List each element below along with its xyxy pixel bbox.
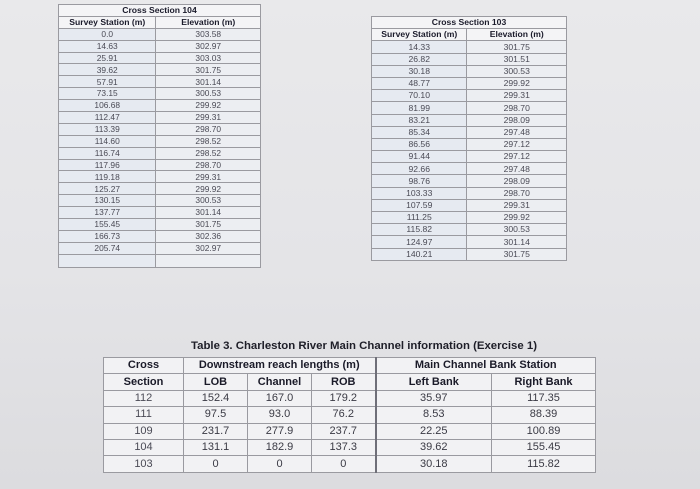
elevation-cell: 301.51	[467, 53, 567, 65]
elevation-cell: 303.03	[156, 52, 261, 64]
table-row	[372, 102, 567, 114]
elevation-cell: 298.52	[156, 135, 261, 147]
left-bank-cell: 35.97	[376, 390, 492, 406]
table3-caption: Table 3. Charleston River Main Channel information (Exercise 1)	[191, 340, 538, 352]
elevation-cell: 300.53	[467, 224, 567, 236]
table3-header-row-2	[104, 374, 596, 390]
cross-header: Cross	[104, 358, 184, 374]
table-row	[59, 171, 261, 183]
survey-station-cell: 30.18	[372, 65, 467, 77]
lob-cell: 152.4	[184, 390, 248, 406]
rob-cell: 137.3	[312, 439, 376, 455]
lob-header: LOB	[184, 374, 248, 390]
survey-station-cell: 92.66	[372, 163, 467, 175]
table3-header-row-1	[104, 358, 596, 374]
survey-station-cell: 116.74	[59, 147, 156, 159]
section-cell: 103	[104, 456, 184, 472]
section-cell: 112	[104, 390, 184, 406]
elevation-cell: 300.53	[156, 88, 261, 100]
elevation-cell: 302.97	[156, 242, 261, 254]
table-row	[59, 183, 261, 195]
table-row	[372, 65, 567, 77]
survey-station-header: Survey Station (m)	[59, 16, 156, 28]
survey-station-cell: 124.97	[372, 236, 467, 248]
elevation-cell: 298.70	[467, 187, 567, 199]
table-row	[59, 88, 261, 100]
lob-cell: 97.5	[184, 407, 248, 423]
survey-station-cell: 125.27	[59, 183, 156, 195]
left-bank-header: Left Bank	[376, 374, 492, 390]
elevation-cell: 301.75	[467, 41, 567, 53]
right-bank-cell: 100.89	[492, 423, 596, 439]
elevation-cell: 303.58	[156, 28, 261, 40]
table-row	[59, 76, 261, 88]
survey-station-cell: 155.45	[59, 219, 156, 231]
survey-station-cell: 91.44	[372, 151, 467, 163]
table-row	[372, 151, 567, 163]
survey-station-cell: 115.82	[372, 224, 467, 236]
table-row	[372, 248, 567, 260]
survey-station-cell: 106.68	[59, 100, 156, 112]
table-row	[59, 230, 261, 242]
elevation-cell: 301.14	[467, 236, 567, 248]
right-bank-cell: 117.35	[492, 390, 596, 406]
survey-station-cell: 137.77	[59, 207, 156, 219]
cross-section-104-title: Cross Section 104	[59, 5, 261, 17]
survey-station-cell: 57.91	[59, 76, 156, 88]
table-row	[59, 147, 261, 159]
rob-cell: 76.2	[312, 407, 376, 423]
cross-section-103-title: Cross Section 103	[372, 17, 567, 29]
elevation-cell: 297.12	[467, 138, 567, 150]
survey-station-cell: 48.77	[372, 77, 467, 89]
elevation-cell: 297.48	[467, 163, 567, 175]
table-row	[372, 41, 567, 53]
survey-station-cell: 73.15	[59, 88, 156, 100]
elevation-cell: 301.75	[156, 64, 261, 76]
survey-station-cell: 14.63	[59, 40, 156, 52]
survey-station-cell: 98.76	[372, 175, 467, 187]
elevation-cell: 297.12	[467, 151, 567, 163]
table-row	[372, 126, 567, 138]
table-row	[59, 112, 261, 124]
lob-cell: 131.1	[184, 439, 248, 455]
table-row	[372, 187, 567, 199]
elevation-cell: 302.36	[156, 230, 261, 242]
table-row	[59, 64, 261, 76]
elevation-cell: 298.09	[467, 175, 567, 187]
channel-cell: 277.9	[248, 423, 312, 439]
left-bank-cell: 30.18	[376, 456, 492, 472]
blank-row	[59, 254, 261, 267]
rob-header: ROB	[312, 374, 376, 390]
elevation-cell: 300.53	[156, 195, 261, 207]
table-row	[104, 456, 596, 472]
rob-cell: 179.2	[312, 390, 376, 406]
survey-station-cell: 117.96	[59, 159, 156, 171]
survey-station-cell: 39.62	[59, 64, 156, 76]
survey-station-cell: 112.47	[59, 112, 156, 124]
empty-cell	[59, 254, 156, 267]
survey-station-cell: 166.73	[59, 230, 156, 242]
table-row	[372, 114, 567, 126]
table-row	[372, 224, 567, 236]
survey-station-cell: 103.33	[372, 187, 467, 199]
elevation-header: Elevation (m)	[467, 29, 567, 41]
left-bank-cell: 39.62	[376, 439, 492, 455]
table-row	[59, 219, 261, 231]
table-row	[104, 407, 596, 423]
survey-station-cell: 81.99	[372, 102, 467, 114]
survey-station-cell: 130.15	[59, 195, 156, 207]
elevation-header: Elevation (m)	[156, 16, 261, 28]
table-row	[104, 390, 596, 406]
table-row	[372, 90, 567, 102]
table-row	[59, 52, 261, 64]
table-row	[372, 77, 567, 89]
lob-cell: 0	[184, 456, 248, 472]
table-row	[59, 100, 261, 112]
elevation-cell: 298.70	[156, 159, 261, 171]
elevation-cell: 298.70	[467, 102, 567, 114]
table-row	[104, 423, 596, 439]
elevation-cell: 302.97	[156, 40, 261, 52]
elevation-cell: 299.92	[467, 77, 567, 89]
channel-cell: 182.9	[248, 439, 312, 455]
elevation-cell: 299.31	[467, 90, 567, 102]
elevation-cell: 298.70	[156, 123, 261, 135]
channel-header: Channel	[248, 374, 312, 390]
lob-cell: 231.7	[184, 423, 248, 439]
table-row	[372, 212, 567, 224]
table-row	[59, 123, 261, 135]
table-row	[59, 242, 261, 254]
table3	[103, 357, 596, 473]
right-bank-header: Right Bank	[492, 374, 596, 390]
elevation-cell: 298.52	[156, 147, 261, 159]
channel-cell: 167.0	[248, 390, 312, 406]
table-row	[372, 53, 567, 65]
table-row	[59, 40, 261, 52]
table-row	[59, 159, 261, 171]
bank-station-header: Main Channel Bank Station	[376, 358, 596, 374]
elevation-cell: 299.92	[156, 183, 261, 195]
elevation-cell: 301.14	[156, 76, 261, 88]
survey-station-cell: 25.91	[59, 52, 156, 64]
left-bank-cell: 8.53	[376, 407, 492, 423]
right-bank-cell: 155.45	[492, 439, 596, 455]
table-row	[372, 236, 567, 248]
section-header: Section	[104, 374, 184, 390]
cross-section-104-table	[58, 4, 261, 268]
elevation-cell: 301.75	[467, 248, 567, 260]
elevation-cell: 299.31	[156, 112, 261, 124]
cross-section-103-table	[371, 16, 567, 261]
survey-station-cell: 140.21	[372, 248, 467, 260]
survey-station-cell: 107.59	[372, 199, 467, 211]
elevation-cell: 299.31	[156, 171, 261, 183]
rob-cell: 0	[312, 456, 376, 472]
elevation-cell: 299.92	[156, 100, 261, 112]
elevation-cell: 297.48	[467, 126, 567, 138]
survey-station-cell: 0.0	[59, 28, 156, 40]
survey-station-cell: 119.18	[59, 171, 156, 183]
section-cell: 111	[104, 407, 184, 423]
elevation-cell: 298.09	[467, 114, 567, 126]
table-row	[59, 28, 261, 40]
elevation-cell: 300.53	[467, 65, 567, 77]
survey-station-cell: 85.34	[372, 126, 467, 138]
table-row	[372, 175, 567, 187]
table-row	[372, 199, 567, 211]
right-bank-cell: 115.82	[492, 456, 596, 472]
table-row	[59, 135, 261, 147]
survey-station-cell: 26.82	[372, 53, 467, 65]
section-cell: 109	[104, 423, 184, 439]
downstream-reach-header: Downstream reach lengths (m)	[184, 358, 376, 374]
right-bank-cell: 88.39	[492, 407, 596, 423]
survey-station-cell: 113.39	[59, 123, 156, 135]
survey-station-cell: 111.25	[372, 212, 467, 224]
channel-cell: 93.0	[248, 407, 312, 423]
table-row	[59, 207, 261, 219]
table-row	[104, 439, 596, 455]
elevation-cell: 301.14	[156, 207, 261, 219]
survey-station-cell: 70.10	[372, 90, 467, 102]
survey-station-cell: 83.21	[372, 114, 467, 126]
survey-station-header: Survey Station (m)	[372, 29, 467, 41]
survey-station-cell: 114.60	[59, 135, 156, 147]
channel-cell: 0	[248, 456, 312, 472]
elevation-cell: 301.75	[156, 219, 261, 231]
survey-station-cell: 14.33	[372, 41, 467, 53]
table-row	[372, 138, 567, 150]
left-bank-cell: 22.25	[376, 423, 492, 439]
elevation-cell: 299.31	[467, 199, 567, 211]
survey-station-cell: 86.56	[372, 138, 467, 150]
section-cell: 104	[104, 439, 184, 455]
rob-cell: 237.7	[312, 423, 376, 439]
survey-station-cell: 205.74	[59, 242, 156, 254]
elevation-cell: 299.92	[467, 212, 567, 224]
table-row	[372, 163, 567, 175]
empty-cell	[156, 254, 261, 267]
table-row	[59, 195, 261, 207]
